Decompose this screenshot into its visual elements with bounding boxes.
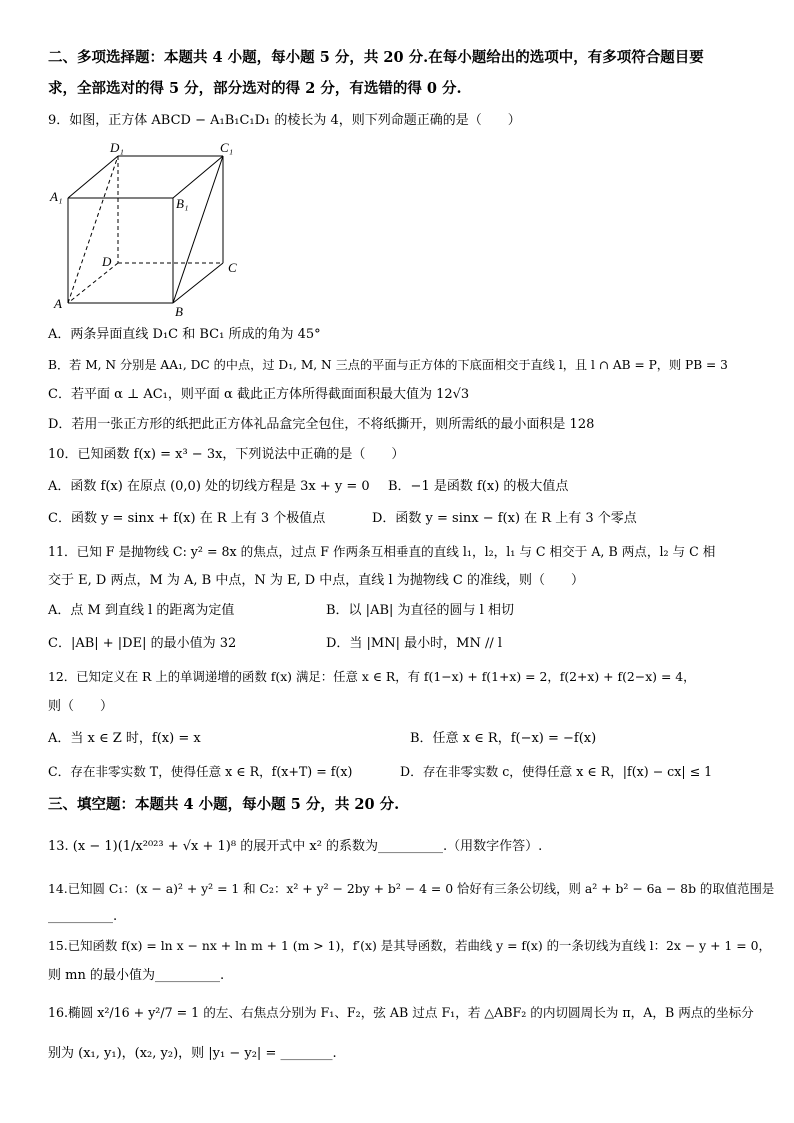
label-C1: C₁ (220, 140, 234, 155)
q12-option-a: A．当 x ∈ Z 时，f(x) = x (48, 731, 201, 746)
q11-stem-line2: 交于 E, D 两点，M 为 A, B 中点，N 为 E, D 中点，直线 l 为抛物线 C 的准线，则（ ） (48, 573, 584, 588)
q12-option-c: C．存在非零实数 T，使得任意 x ∈ R，f(x+T) = f(x) (48, 764, 353, 779)
q13: 13. (x − 1)(1/x²⁰²³ + √x + 1)⁸ 的展开式中 x² 的系数为__________.（用数字作答）. (48, 839, 543, 854)
q12-option-b: B．任意 x ∈ R，f(−x) = −f(x) (410, 731, 597, 746)
label-D1: D₁ (110, 140, 124, 155)
q9-option-c: C．若平面 α ⊥ AC₁，则平面 α 截此正方体所得截面面积最大值为 12√3 (48, 387, 470, 402)
q9-option-b: B．若 M, N 分别是 AA₁, DC 的中点，过 D₁, M, N 三点的平面与正方体的下底面相交于直线 l，且 l ∩ AB = P，则 PB = 3 (48, 358, 728, 372)
section2-header-line2: 求，全部选对的得 5 分，部分选对的得 2 分，有选错的得 0 分. (48, 80, 462, 97)
cube-figure (48, 138, 248, 318)
q10-option-a: A．函数 f(x) 在原点 (0,0) 处的切线方程是 3x + y = 0 (48, 479, 370, 494)
q15-line1: 15.已知函数 f(x) = ln x − nx + ln m + 1 (m > 1)，f′(x) 是其导函数，若曲线 y = f(x) 的一条切线为直线 l：2x − y + 1 = 0， (48, 938, 771, 953)
q10-stem: 10．已知函数 f(x) = x³ − 3x，下列说法中正确的是（ ） (48, 447, 405, 462)
label-C: C (228, 260, 237, 275)
q10-option-c: C．函数 y = sinx + f(x) 在 R 上有 3 个极值点 (48, 511, 326, 526)
q11-option-b: B．以 |AB| 为直径的圆与 l 相切 (326, 603, 514, 618)
q12-option-d: D．存在非零实数 c，使得任意 x ∈ R，|f(x) − cx| ≤ 1 (400, 764, 713, 779)
q9-option-a: A．两条异面直线 D₁C 和 BC₁ 所成的角为 45° (48, 327, 321, 342)
q16-line2: 别为 (x₁, y₁)，(x₂, y₂)，则 |y₁ − y₂| = ________. (48, 1046, 337, 1061)
q12-stem-line2: 则（ ） (48, 699, 114, 714)
q9-option-d: D．若用一张正方形的纸把此正方体礼品盒完全包住，不将纸撕开，则所需纸的最小面积是 128 (48, 417, 595, 432)
q11-stem-line1: 11．已知 F 是抛物线 C: y² = 8x 的焦点，过点 F 作两条互相垂直的直线 l₁，l₂，l₁ 与 C 相交于 A, B 两点，l₂ 与 C 相 (48, 544, 716, 559)
q15-line2: 则 mn 的最小值为__________. (48, 968, 225, 983)
label-A1: A₁ (50, 189, 63, 204)
q10-option-b: B．−1 是函数 f(x) 的极大值点 (388, 479, 569, 494)
section3-header: 三、填空题：本题共 4 小题，每小题 5 分，共 20 分. (48, 796, 400, 813)
label-A: A (54, 296, 62, 311)
label-B: B (175, 304, 183, 318)
section2-header-line1: 二、多项选择题：本题共 4 小题，每小题 5 分，共 20 分.在每小题给出的选项中，有多项符合题目要 (48, 49, 704, 66)
q9-stem: 9．如图，正方体 ABCD − A₁B₁C₁D₁ 的棱长为 4，则下列命题正确的是（ ） (48, 113, 521, 128)
q10-option-d: D．函数 y = sinx − f(x) 在 R 上有 3 个零点 (372, 511, 637, 526)
q14-line2: __________. (48, 909, 118, 924)
label-D: D (102, 254, 112, 269)
q12-stem-line1: 12．已知定义在 R 上的单调递增的函数 f(x) 满足：任意 x ∈ R，有 f(1−x) + f(1+x) = 2，f(2+x) + f(2−x) = 4， (48, 669, 696, 684)
q11-option-c: C．|AB| + |DE| 的最小值为 32 (48, 636, 237, 651)
q14-line1: 14.已知圆 C₁：(x − a)² + y² = 1 和 C₂：x² + y² − 2by + b² − 4 = 0 恰好有三条公切线，则 a² + b² − 6a − 8b 的取值范围是 (48, 881, 775, 896)
label-B1: B₁ (176, 196, 189, 211)
q11-option-a: A．点 M 到直线 l 的距离为定值 (48, 603, 235, 618)
q16-line1: 16.椭圆 x²/16 + y²/7 = 1 的左、右焦点分别为 F₁、F₂，弦 AB 过点 F₁，若 △ABF₂ 的内切圆周长为 π，A，B 两点的坐标分 (48, 1005, 754, 1020)
q11-option-d: D．当 |MN| 最小时，MN // l (326, 636, 503, 651)
